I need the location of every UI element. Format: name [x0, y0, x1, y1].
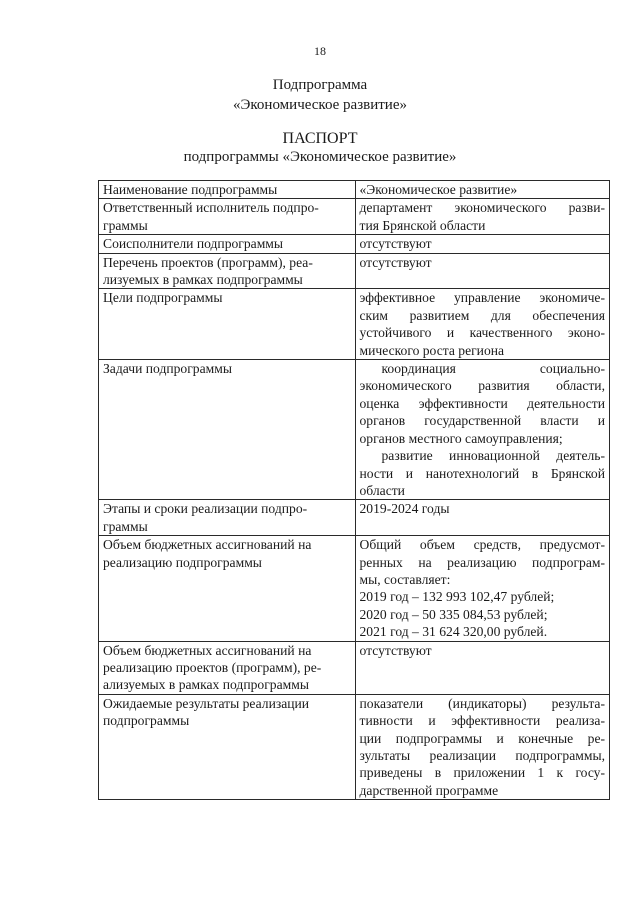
row-value-cell: [355, 641, 610, 694]
subprogram-label: Подпрограмма: [272, 77, 368, 93]
row-value-line: отсутствуют: [359, 642, 432, 658]
row-label-cell: [99, 641, 356, 694]
row-value-cell: [355, 694, 610, 799]
table-row: [99, 253, 610, 289]
table-row: [99, 694, 610, 799]
table-row: [99, 360, 610, 500]
row-value-line: органов местного самоуправления;: [359, 430, 563, 446]
row-value-line: координация социально-: [381, 361, 605, 377]
row-label-line: подпрограммы: [103, 713, 190, 729]
row-value-line: 2019-2024 годы: [359, 501, 450, 517]
row-value-line: показатели (индикаторы) результа-: [359, 695, 605, 711]
row-value-line: мы, составляет:: [359, 571, 451, 587]
row-value-line: Общий объем средств, предусмот-: [359, 537, 605, 553]
row-value-line: оценка эффективности деятельности: [359, 395, 605, 411]
row-value-line: 2021 год – 31 624 320,00 рублей.: [359, 624, 548, 640]
row-value-cell: [355, 536, 610, 641]
row-value-line: департамент экономического разви-: [359, 200, 605, 216]
row-label-line: Соисполнители подпрограммы: [103, 236, 284, 252]
row-label-cell: [99, 253, 356, 289]
row-value-line: ским развитием для обеспечения: [359, 307, 605, 323]
row-value-line: «Экономическое развитие»: [359, 182, 518, 197]
row-value-line: эффективное управление экономиче-: [359, 290, 605, 306]
row-label-cell: [99, 199, 356, 235]
row-label-line: Объем бюджетных ассигнований на: [103, 537, 312, 553]
row-value-line: ности и нанотехнологий в Брянской: [359, 465, 605, 481]
row-label-line: Наименование подпрограммы: [103, 182, 278, 197]
passport-subtitle: подпрограммы «Экономическое развитие»: [183, 149, 457, 165]
passport-title: ПАСПОРТ: [282, 130, 358, 147]
row-value-line: зультаты реализации подпрограммы,: [359, 748, 605, 763]
row-label-cell: [99, 181, 356, 199]
row-label-line: Цели подпрограммы: [103, 290, 223, 306]
row-value-cell: [355, 235, 610, 253]
row-value-line: ции подпрограммы и конечные ре-: [359, 730, 605, 746]
row-label-cell: [99, 500, 356, 536]
row-value-cell: [355, 181, 610, 199]
table-row: [99, 235, 610, 253]
subprogram-name: «Экономическое развитие»: [233, 97, 407, 113]
row-label-cell: [99, 360, 356, 500]
table-row: [99, 641, 610, 694]
table-row: [99, 181, 610, 199]
row-label-line: Объем бюджетных ассигнований на: [103, 642, 312, 658]
passport-table: [98, 180, 610, 800]
row-value-cell: [355, 500, 610, 536]
row-value-cell: [355, 253, 610, 289]
row-label-cell: [99, 235, 356, 253]
row-value-line: 2020 год – 50 335 084,53 рублей;: [359, 606, 548, 622]
row-value-cell: [355, 360, 610, 500]
row-value-line: органов государственной власти и: [359, 413, 605, 429]
table-row: [99, 199, 610, 235]
table-row: [99, 500, 610, 536]
row-value-line: ренных на реализацию подпрограм-: [359, 554, 605, 570]
row-value-line: дарственной программе: [359, 782, 499, 798]
row-label-line: реализацию проектов (программ), ре-: [103, 659, 322, 675]
page-number: 18: [314, 44, 326, 58]
table-row: [99, 289, 610, 360]
row-value-line: 2019 год – 132 993 102,47 рублей;: [359, 589, 555, 605]
row-value-line: устойчивого и качественного эконо-: [359, 325, 605, 341]
row-label-line: Ожидаемые результаты реализации: [103, 695, 310, 711]
row-label-line: Ответственный исполнитель подпро-: [103, 200, 319, 216]
row-value-line: области: [359, 482, 405, 498]
row-label-cell: [99, 694, 356, 799]
row-label-line: ализуемых в рамках подпрограммы: [103, 677, 309, 693]
row-label-line: Задачи подпрограммы: [103, 361, 232, 377]
table-row: [99, 536, 610, 641]
row-value-line: тивности и эффективности реализа-: [359, 713, 605, 729]
row-value-line: экономического развития области,: [359, 378, 605, 394]
row-label-line: Перечень проектов (программ), реа-: [103, 254, 313, 270]
row-value-cell: [355, 289, 610, 360]
row-value-line: отсутствуют: [359, 254, 432, 270]
row-label-line: лизуемых в рамках подпрограммы: [103, 272, 303, 288]
row-value-line: отсутствуют: [359, 236, 432, 252]
row-label-line: граммы: [103, 518, 148, 534]
row-value-cell: [355, 199, 610, 235]
row-label-cell: [99, 289, 356, 360]
row-label-line: реализацию подпрограммы: [103, 554, 262, 570]
row-value-line: мического роста региона: [359, 342, 505, 358]
row-value-line: приведены в приложении 1 к госу-: [359, 765, 605, 781]
row-value-line: тия Брянской области: [359, 217, 486, 233]
row-label-line: Этапы и сроки реализации подпро-: [103, 501, 308, 517]
row-value-line: развитие инновационной деятель-: [381, 448, 605, 464]
row-label-cell: [99, 536, 356, 641]
row-label-line: граммы: [103, 217, 148, 233]
